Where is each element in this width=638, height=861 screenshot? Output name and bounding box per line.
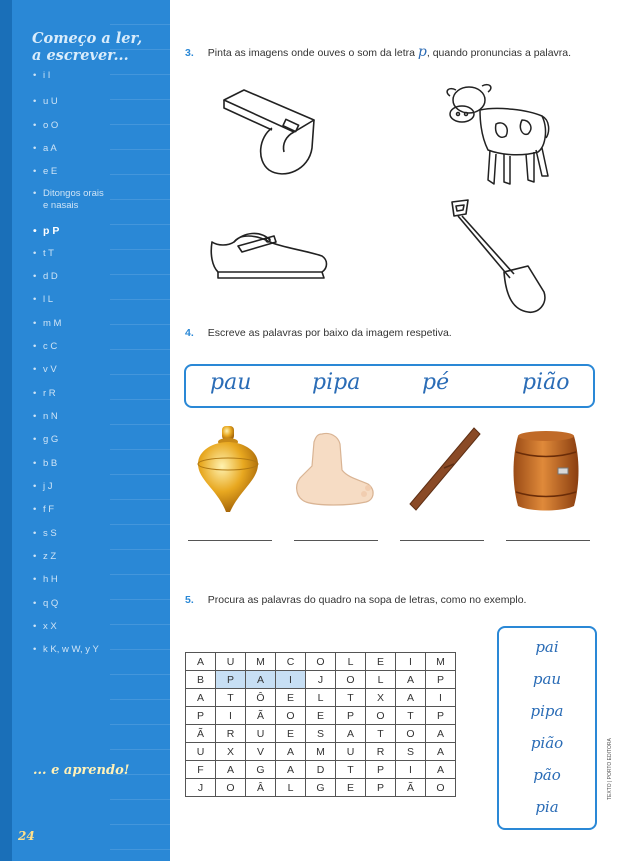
grid-cell[interactable]: O — [276, 707, 306, 725]
grid-cell[interactable]: I — [276, 671, 306, 689]
grid-cell[interactable]: T — [216, 689, 246, 707]
exercise-4-number: 4. — [185, 327, 194, 339]
grid-cell[interactable]: A — [276, 761, 306, 779]
grid-cell[interactable]: P — [426, 671, 456, 689]
letter-item: • s S — [33, 528, 57, 539]
foot-image[interactable] — [288, 430, 378, 510]
answer-line-2[interactable] — [294, 540, 378, 541]
grid-row — [186, 743, 456, 761]
exercise-5-instruction: 5. Procura as palavras do quadro na sopa de letras, como no exemplo. — [185, 594, 527, 606]
letter-item: • b B — [33, 458, 58, 469]
stick-image[interactable] — [404, 424, 484, 514]
shovel-image[interactable] — [444, 196, 554, 318]
grid-cell[interactable]: P — [366, 779, 396, 797]
grid-cell[interactable]: X — [366, 689, 396, 707]
grid-row — [186, 671, 456, 689]
grid-cell[interactable]: A — [186, 653, 216, 671]
grid-cell[interactable]: U — [216, 653, 246, 671]
grid-cell[interactable]: A — [276, 743, 306, 761]
letter-item: • i I — [33, 70, 51, 81]
grid-cell[interactable]: Â — [246, 779, 276, 797]
copyright-text: TEXTO | PORTO EDITORA — [607, 738, 613, 800]
grid-row — [186, 779, 456, 797]
grid-cell[interactable]: D — [306, 761, 336, 779]
grid-cell[interactable]: V — [246, 743, 276, 761]
grid-cell[interactable]: L — [336, 653, 366, 671]
grid-cell[interactable]: T — [396, 707, 426, 725]
grid-cell[interactable]: P — [186, 707, 216, 725]
answer-line-3[interactable] — [400, 540, 484, 541]
list-word-pao: pão — [533, 766, 561, 784]
letter-item: • l L — [33, 294, 54, 305]
grid-cell[interactable]: I — [426, 689, 456, 707]
grid-cell[interactable]: A — [246, 671, 276, 689]
grid-cell[interactable]: E — [276, 725, 306, 743]
grid-cell[interactable]: G — [246, 761, 276, 779]
sidebar-edge — [0, 0, 12, 861]
exercise-3-number: 3. — [185, 47, 194, 59]
grid-cell[interactable]: J — [306, 671, 336, 689]
letter-item: e nasais — [43, 200, 79, 211]
sidebar — [0, 0, 170, 861]
grid-cell[interactable]: A — [396, 671, 426, 689]
grid-cell[interactable]: E — [336, 779, 366, 797]
grid-cell[interactable]: E — [306, 707, 336, 725]
grid-cell[interactable]: A — [426, 761, 456, 779]
grid-row — [186, 707, 456, 725]
letter-item: • v V — [33, 364, 57, 375]
letter-item: • n N — [33, 411, 58, 422]
word-piao: pião — [522, 370, 570, 395]
letter-item: • f F — [33, 504, 55, 515]
letter-item: • k K, w W, y Y — [33, 644, 99, 655]
answer-line-1[interactable] — [188, 540, 272, 541]
sidebar-title-line2: a escrever... — [32, 47, 129, 64]
letter-item: • e E — [33, 166, 58, 177]
cow-image[interactable] — [438, 76, 558, 196]
letter-item: • t T — [33, 248, 54, 259]
grid-cell[interactable]: M — [426, 653, 456, 671]
grid-cell[interactable]: P — [426, 707, 456, 725]
exercise-3-instruction: 3. Pinta as imagens onde ouves o som da letra p, quando pronuncias a palavra. — [185, 44, 572, 60]
sidebar-title — [32, 30, 172, 64]
grid-cell[interactable]: L — [366, 671, 396, 689]
grid-cell[interactable]: E — [276, 689, 306, 707]
grid-cell[interactable]: O — [336, 671, 366, 689]
grid-cell[interactable]: O — [216, 779, 246, 797]
grid-cell[interactable]: Ô — [246, 689, 276, 707]
letter-item: • g G — [33, 434, 59, 445]
grid-cell[interactable]: G — [306, 779, 336, 797]
list-word-pau: pau — [532, 670, 562, 688]
grid-cell[interactable]: O — [426, 779, 456, 797]
page-number: 24 — [18, 829, 35, 843]
grid-cell[interactable]: R — [366, 743, 396, 761]
grid-row — [186, 653, 456, 671]
grid-cell[interactable]: A — [186, 689, 216, 707]
letter-item: • q Q — [33, 598, 59, 609]
grid-cell[interactable]: A — [216, 761, 246, 779]
word-pipa: pipa — [312, 370, 361, 395]
exercise-5-number: 5. — [185, 594, 194, 606]
letter-item: • c C — [33, 341, 58, 352]
grid-cell[interactable]: T — [366, 725, 396, 743]
spinning-top-image[interactable] — [194, 424, 264, 516]
letter-p-cursive: p — [417, 44, 427, 60]
grid-cell[interactable]: A — [336, 725, 366, 743]
grid-cell[interactable]: M — [306, 743, 336, 761]
grid-cell[interactable]: S — [306, 725, 336, 743]
grid-cell[interactable]: R — [216, 725, 246, 743]
grid-cell[interactable]: U — [246, 725, 276, 743]
letter-item: • o O — [33, 120, 59, 131]
sidebar-footer: ... e aprendo! — [33, 763, 130, 778]
grid-cell[interactable]: Ã — [246, 707, 276, 725]
answer-line-4[interactable] — [506, 540, 590, 541]
grid-cell[interactable]: T — [336, 689, 366, 707]
grid-cell[interactable]: A — [396, 689, 426, 707]
grid-cell[interactable]: L — [276, 779, 306, 797]
barrel-image[interactable] — [510, 428, 582, 514]
grid-row — [186, 725, 456, 743]
word-search-grid — [185, 652, 456, 797]
letter-item: • m M — [33, 318, 62, 329]
word-list-box — [497, 626, 597, 830]
letter-item: • x X — [33, 621, 57, 632]
grid-cell[interactable]: J — [186, 779, 216, 797]
word-pau: pau — [210, 370, 252, 395]
sidebar-ghost-lines — [110, 0, 170, 861]
letter-item: • r R — [33, 388, 56, 399]
grid-cell[interactable]: C — [276, 653, 306, 671]
grid-cell[interactable]: Ã — [186, 725, 216, 743]
grid-cell[interactable]: P — [216, 671, 246, 689]
grid-cell[interactable]: O — [306, 653, 336, 671]
grid-cell[interactable]: X — [216, 743, 246, 761]
letter-item: • h H — [33, 574, 58, 585]
grid-cell[interactable]: B — [186, 671, 216, 689]
grid-cell[interactable]: E — [366, 653, 396, 671]
letter-item-active: • p P — [33, 225, 60, 237]
grid-cell[interactable]: T — [336, 761, 366, 779]
letter-item: • d D — [33, 271, 58, 282]
grid-cell[interactable]: S — [396, 743, 426, 761]
grid-cell[interactable]: U — [336, 743, 366, 761]
grid-row — [186, 689, 456, 707]
list-word-pia: pia — [535, 798, 559, 816]
grid-cell[interactable]: F — [186, 761, 216, 779]
list-word-pipa: pipa — [530, 702, 564, 720]
grid-cell[interactable]: A — [426, 725, 456, 743]
letter-item: • j J — [33, 481, 53, 492]
word-pe: pé — [422, 370, 450, 395]
word-box — [184, 364, 595, 408]
grid-cell[interactable]: O — [396, 725, 426, 743]
grid-cell[interactable]: Ã — [396, 779, 426, 797]
sidebar-title-line1: Começo a ler, — [32, 30, 143, 47]
grid-cell[interactable]: P — [366, 761, 396, 779]
letter-item: • Ditongos orais — [33, 188, 104, 199]
list-word-pai: pai — [535, 638, 559, 656]
grid-cell[interactable]: I — [216, 707, 246, 725]
list-word-piao: pião — [530, 734, 564, 752]
letter-item: • a A — [33, 143, 57, 154]
grid-cell[interactable]: M — [246, 653, 276, 671]
grid-cell[interactable]: I — [396, 653, 426, 671]
grid-cell[interactable]: P — [336, 707, 366, 725]
letter-item: • z Z — [33, 551, 57, 562]
grid-cell[interactable]: L — [306, 689, 336, 707]
grid-cell[interactable]: O — [366, 707, 396, 725]
shoe-image[interactable] — [204, 224, 334, 284]
exercise-4-instruction: 4. Escreve as palavras por baixo da imagem respetiva. — [185, 327, 452, 339]
grid-row — [186, 761, 456, 779]
grid-cell[interactable]: A — [426, 743, 456, 761]
letter-item: • u U — [33, 96, 58, 107]
grid-cell[interactable]: U — [186, 743, 216, 761]
grid-cell[interactable]: I — [396, 761, 426, 779]
whistle-image[interactable] — [214, 82, 334, 182]
